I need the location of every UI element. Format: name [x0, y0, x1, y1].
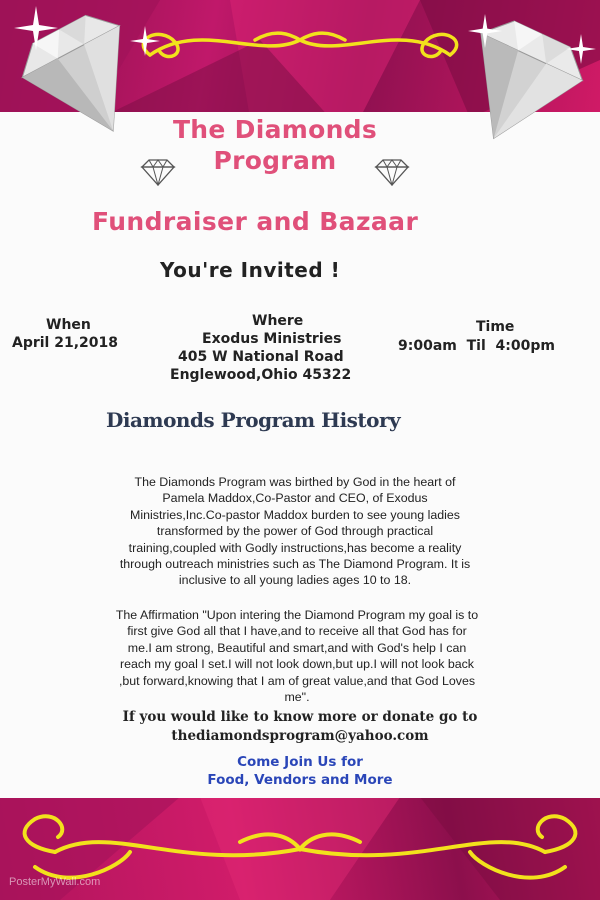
- affirmation-line: me".: [284, 690, 310, 705]
- history-line: transformed by the power of God through practical: [156, 524, 434, 539]
- where-street: 405 W National Road: [178, 349, 344, 365]
- history-line: training,coupled with Godly instructions,has become a reality: [128, 540, 462, 555]
- program-title-line2: Program: [213, 146, 337, 175]
- history-line: Pamela Maddox,Co-Pastor and CEO, of Exodus: [162, 491, 428, 506]
- diamond-icon: [374, 158, 410, 186]
- program-title-line1: The Diamonds: [172, 115, 378, 144]
- time-label: Time: [476, 319, 515, 335]
- history-line: inclusive to all young ladies ages 10 to 18.: [178, 573, 412, 588]
- donate-line: If you would like to know more or donate go to: [122, 709, 478, 725]
- invitation-heading: You're Invited !: [160, 258, 341, 282]
- affirmation-paragraph: [32, 607, 562, 705]
- watermark: PosterMyWall.com: [9, 876, 101, 888]
- sparkle-icon: [566, 34, 596, 64]
- contact-email[interactable]: thediamondsprogram@yahoo.com: [171, 728, 429, 744]
- when-date: April 21,2018: [12, 335, 118, 351]
- history-line: Ministries,Inc.Co-pastor Maddox burden to see young ladies: [130, 507, 460, 522]
- join-line1: Come Join Us for: [237, 754, 363, 770]
- affirmation-line: first give God all that I have,and to receive all that God has for: [127, 624, 467, 639]
- time-value: 9:00am Til 4:00pm: [398, 338, 555, 354]
- sparkle-icon: [130, 26, 160, 56]
- event-title: Fundraiser and Bazaar: [92, 207, 419, 236]
- sparkle-icon: [468, 14, 502, 48]
- where-venue: Exodus Ministries: [202, 331, 342, 347]
- where-label: Where: [252, 313, 304, 329]
- diamond-icon: [140, 158, 176, 186]
- history-heading: Diamonds Program History: [106, 408, 401, 432]
- affirmation-line: ,but forward,knowing that I am of great value,and that God Loves: [118, 673, 476, 688]
- sparkle-icon: [14, 6, 58, 50]
- affirmation-line: reach my goal I set.I will not look down,but up.I will not look back: [120, 657, 474, 672]
- affirmation-line: me.I am strong, Beautiful and smart,and with God's help I can: [127, 640, 467, 655]
- history-line: The Diamonds Program was birthed by God in the heart of: [134, 475, 456, 489]
- affirmation-line: The Affirmation "Upon intering the Diamond Program my goal is to: [115, 608, 479, 622]
- join-line2: Food, Vendors and More: [207, 772, 393, 788]
- history-paragraph: [42, 474, 548, 589]
- history-line: through outreach ministries such as The Diamond Program. It is: [119, 557, 471, 572]
- when-label: When: [46, 317, 91, 333]
- where-city: Englewood,Ohio 45322: [170, 367, 352, 383]
